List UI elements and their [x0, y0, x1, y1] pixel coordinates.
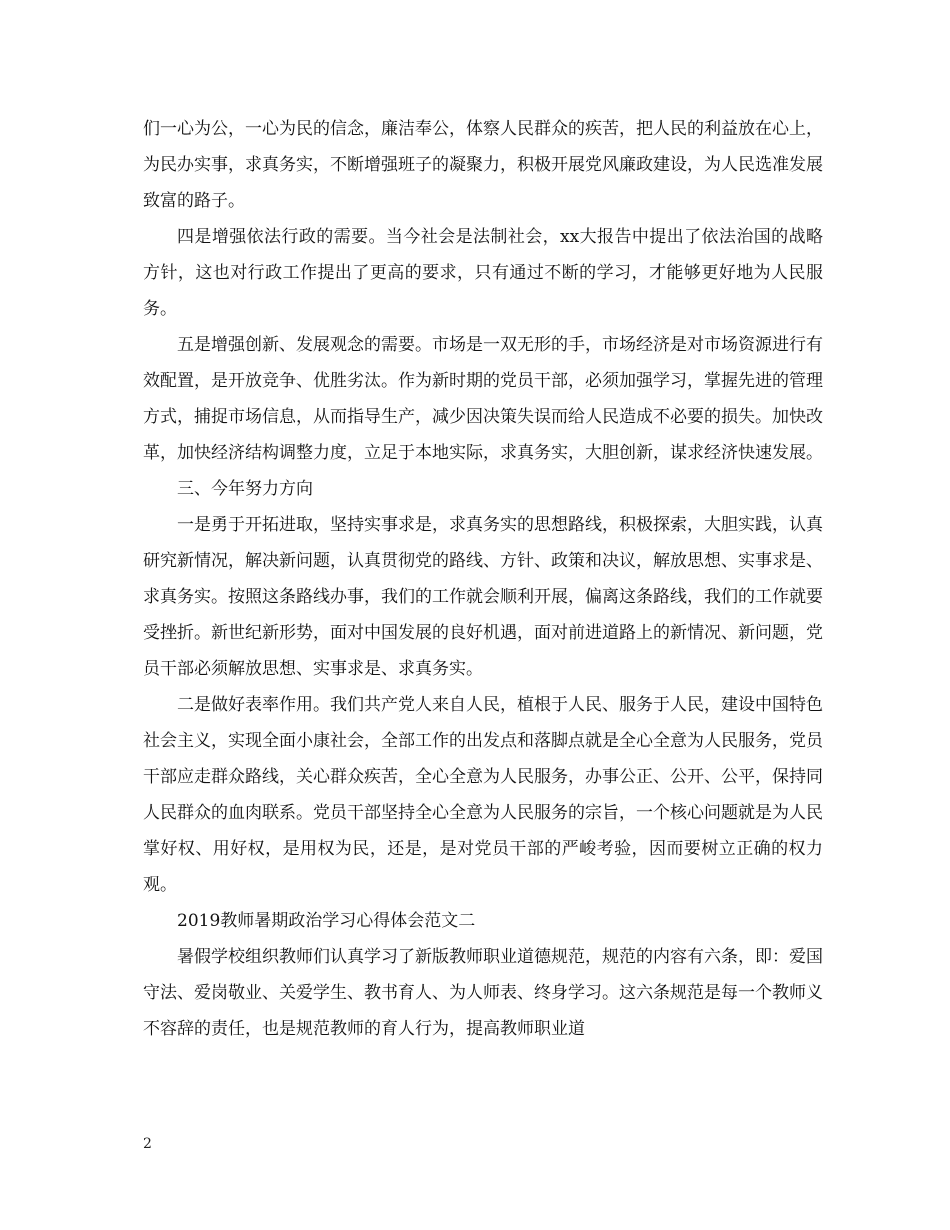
- paragraph-rule-of-law: 四是增强依法行政的需要。当今社会是法制社会，xx大报告中提出了依法治国的战略方针，这也对行政工作提出了更高的要求，只有通过不断的学习，才能够更好地为人民服务。: [143, 227, 823, 319]
- document-body: [143, 111, 823, 1047]
- paragraph-continuation: 们一心为公，一心为民的信念，廉洁奉公，体察人民群众的疾苦，把人民的利益放在心上，为民办实事，求真务实，不断增强班子的凝聚力，积极开展党风廉政建设，为人民选准发展致富的路子。: [143, 119, 823, 211]
- paragraph-summer-study: 暑假学校组织教师们认真学习了新版教师职业道德规范，规范的内容有六条，即：爱国守法、爱岗敬业、关爱学生、教书育人、为人师表、终身学习。这六条规范是每一个教师义不容辞的责任，也是规范教师的育人行为，提高教师职业道: [143, 947, 823, 1039]
- paragraph-pioneering: 一是勇于开拓进取，坚持实事求是，求真务实的思想路线，积极探索，大胆实践，认真研究新情况，解决新问题，认真贯彻党的路线、方针、政策和决议，解放思想、实事求是、求真务实。按照这条路线办事，我们的工作就会顺利开展，偏离这条路线，我们的工作就要受挫折。新世纪新形势，面对中国发展的良好机遇，面对前进道路上的新情况、新问题，党员干部必须解放思想、实事求是、求真务实。: [143, 515, 823, 679]
- paragraph-innovation: 五是增强创新、发展观念的需要。市场是一双无形的手，市场经济是对市场资源进行有效配置，是开放竞争、优胜劣汰。作为新时期的党员干部，必须加强学习，掌握先进的管理方式，捕捉市场信息，从而指导生产，减少因决策失误而给人民造成不必要的损失。加快改革，加快经济结构调整力度，立足于本地实际，求真务实，大胆创新，谋求经济快速发展。: [143, 335, 823, 463]
- article-title-two: 2019教师暑期政治学习心得体会范文二: [177, 911, 476, 931]
- section-heading-direction: 三、今年努力方向: [177, 479, 313, 499]
- page-number: 2: [143, 1136, 152, 1152]
- paragraph-role-model: 二是做好表率作用。我们共产党人来自人民，植根于人民、服务于人民，建设中国特色社会主义，实现全面小康社会，全部工作的出发点和落脚点就是全心全意为人民服务，党员干部应走群众路线，关心群众疾苦，全心全意为人民服务，办事公正、公开、公平，保持同人民群众的血肉联系。党员干部坚持全心全意为人民服务的宗旨，一个核心问题就是为人民掌好权、用好权，是用权为民，还是，是对党员干部的严峻考验，因而要树立正确的权力观。: [143, 695, 823, 895]
